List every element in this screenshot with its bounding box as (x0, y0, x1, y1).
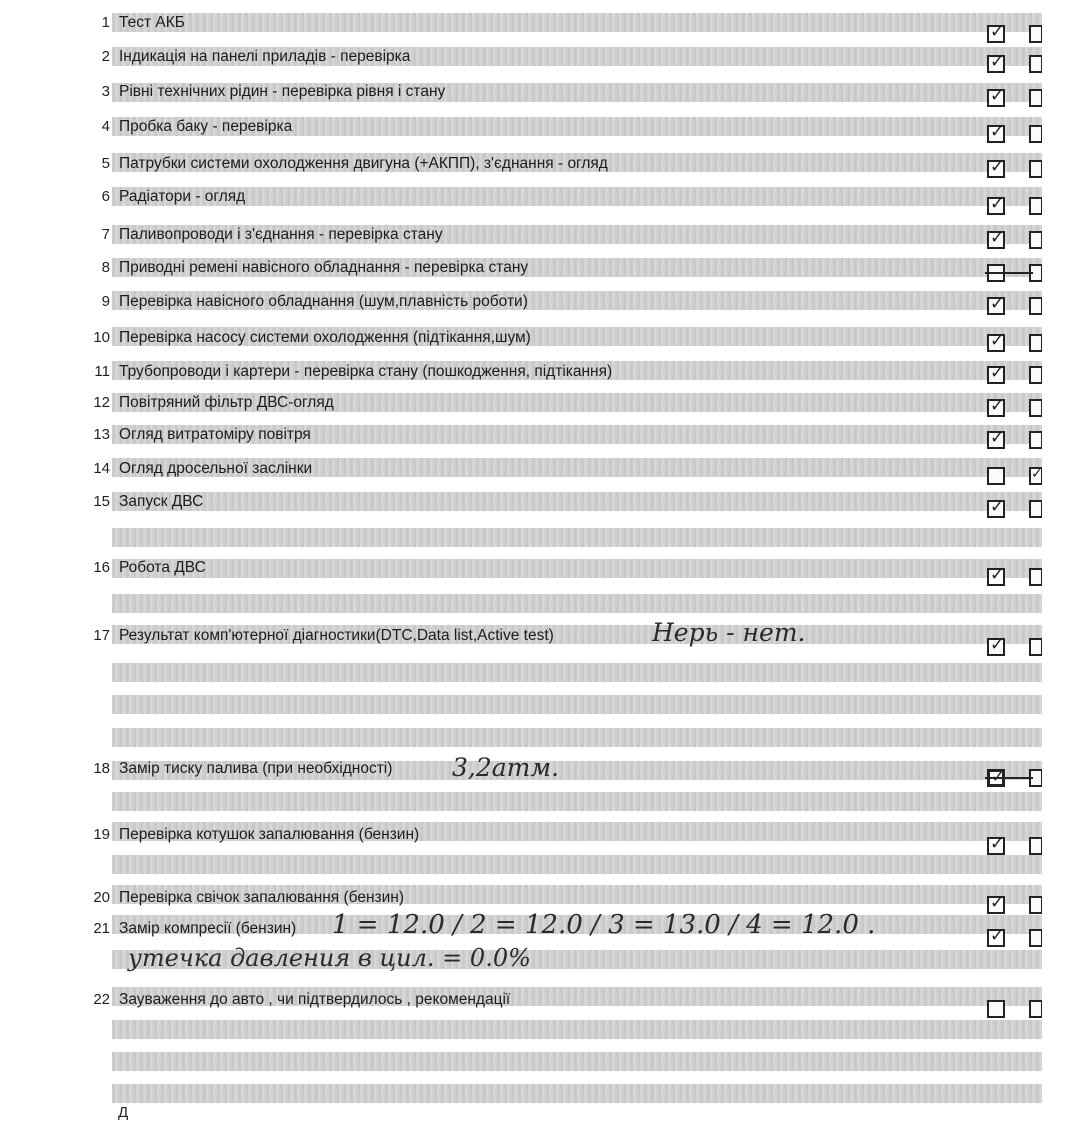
yes-checkbox[interactable] (987, 86, 1005, 107)
row-band (112, 695, 1042, 714)
checklist-row-18 (0, 753, 1080, 782)
yes-checkbox[interactable] (987, 363, 1005, 384)
check-mark-icon: ✓ (990, 194, 1005, 214)
checklist-row-15 (0, 490, 1080, 517)
row-band (112, 855, 1042, 874)
yes-checkbox[interactable] (987, 228, 1005, 249)
row-band (112, 728, 1042, 747)
item-label: Індикація на панелі приладів - перевірка (119, 48, 411, 65)
yes-checkbox[interactable] (987, 635, 1005, 656)
no-checkbox[interactable] (1029, 1000, 1042, 1018)
check-mark-icon: ✓ (990, 635, 1005, 655)
no-checkbox[interactable] (1029, 837, 1042, 855)
no-checkbox[interactable] (1029, 500, 1042, 518)
no-checkbox[interactable] (1029, 160, 1042, 178)
no-checkbox[interactable] (1029, 366, 1042, 384)
item-label: Повітряний фільтр ДВС-огляд (119, 394, 334, 411)
row-band (112, 663, 1042, 682)
row-band (112, 528, 1042, 547)
checklist-row-6 (0, 185, 1080, 214)
check-mark-icon: ✓ (990, 294, 1005, 314)
row-band (112, 792, 1042, 811)
item-label: Замір компресії (бензин) (119, 920, 297, 937)
item-number: 22 (93, 991, 110, 1008)
check-mark-icon: ✓ (990, 228, 1005, 248)
checklist-row-2 (0, 45, 1080, 72)
checklist-row-10 (0, 326, 1080, 350)
yes-checkbox[interactable] (987, 497, 1005, 518)
check-mark-icon: ✓ (990, 22, 1005, 42)
row-band (112, 1020, 1042, 1039)
yes-checkbox[interactable] (987, 1000, 1005, 1018)
checklist-row-5 (0, 152, 1080, 176)
check-mark-icon: ✓ (990, 396, 1005, 416)
check-mark-icon: ✓ (990, 52, 1005, 72)
checklist-row-13 (0, 423, 1080, 447)
yes-checkbox[interactable] (987, 157, 1005, 178)
no-checkbox[interactable] (1029, 431, 1042, 449)
checklist-row-17 (0, 618, 1080, 655)
yes-checkbox[interactable] (987, 22, 1005, 43)
yes-checkbox[interactable] (987, 396, 1005, 417)
check-mark-icon: ✓ (990, 497, 1005, 517)
no-checkbox[interactable] (1029, 467, 1042, 485)
checklist-row-7 (0, 223, 1080, 247)
item-number: 3 (101, 83, 110, 100)
item-number: 21 (93, 920, 110, 937)
no-checkbox[interactable] (1029, 89, 1042, 107)
item-label: Замір тиску палива (при необхідності) (119, 760, 393, 777)
item-number: 18 (93, 760, 110, 777)
checklist-row-1 (0, 11, 1080, 42)
item-number: 17 (93, 627, 110, 644)
item-label: Перевірка навісного обладнання (шум,плавність роботи) (119, 293, 528, 310)
checklist-row-14 (0, 457, 1080, 481)
check-mark-icon: ✓ (990, 157, 1005, 177)
strike-line (985, 777, 1033, 779)
item-label: Перевірка свічок запалювання (бензин) (119, 889, 405, 906)
item-label: Паливопроводи і з'єднання - перевірка стану (119, 226, 443, 243)
checklist-row-16 (0, 556, 1080, 585)
checklist-row-19 (0, 823, 1080, 854)
item-number: 19 (93, 826, 110, 843)
check-mark-icon: ✓ (990, 122, 1005, 142)
strike-line (985, 272, 1033, 274)
yes-checkbox[interactable] (987, 122, 1005, 143)
checklist-row-20 (0, 886, 1080, 913)
item-label: Робота ДВС (119, 559, 206, 576)
yes-checkbox[interactable] (987, 428, 1005, 449)
item-number: 6 (101, 188, 110, 205)
item-label: Трубопроводи і картери - перевірка стану (пошкодження, підтікання) (119, 363, 613, 380)
check-mark-icon: ✓ (990, 893, 1005, 913)
check-mark-icon: ✓ (990, 331, 1005, 351)
no-checkbox[interactable] (1029, 25, 1042, 43)
item-number: 15 (93, 493, 110, 510)
check-mark-icon: ✓ (1031, 466, 1043, 482)
checklist-row-11 (0, 360, 1080, 384)
item-number: 4 (101, 118, 110, 135)
item-label: Огляд дросельної заслінки (119, 460, 313, 477)
checklist-row-8 (0, 256, 1080, 280)
handwritten-compression-values: 1 = 12.0 / 2 = 12.0 / 3 = 13.0 / 4 = 12.0 . (332, 910, 876, 940)
checklist-row-12 (0, 391, 1080, 415)
checklist-row-9 (0, 290, 1080, 314)
item-label: Пробка баку - перевірка (119, 118, 293, 135)
check-mark-icon: ✓ (990, 428, 1005, 448)
no-checkbox[interactable] (1029, 896, 1042, 914)
item-number: 8 (101, 259, 110, 276)
item-label: Тест АКБ (119, 14, 185, 31)
item-label: Перевірка насосу системи охолодження (підтікання,шум) (119, 329, 531, 346)
checklist-row-3 (0, 80, 1080, 104)
yes-checkbox[interactable] (987, 194, 1005, 215)
yes-checkbox[interactable] (987, 565, 1005, 586)
no-checkbox[interactable] (1029, 231, 1042, 249)
yes-checkbox[interactable] (987, 893, 1005, 914)
row-band (112, 1084, 1042, 1103)
no-checkbox[interactable] (1029, 568, 1042, 586)
check-mark-icon: ✓ (990, 86, 1005, 106)
item-number: 9 (101, 293, 110, 310)
yes-checkbox[interactable] (987, 467, 1005, 485)
footer-text-fragment: Д (118, 1104, 129, 1121)
no-checkbox[interactable] (1029, 638, 1042, 656)
no-checkbox[interactable] (1029, 55, 1042, 73)
check-mark-icon: ✓ (990, 363, 1005, 383)
yes-checkbox[interactable] (987, 926, 1005, 947)
item-number: 7 (101, 226, 110, 243)
no-checkbox[interactable] (1029, 197, 1042, 215)
item-number: 1 (101, 14, 110, 31)
item-label: Радіатори - огляд (119, 188, 246, 205)
item-label: Патрубки системи охолодження двигуна (+АКПП), з'єднання - огляд (119, 155, 608, 172)
item-number: 12 (93, 394, 110, 411)
yes-checkbox[interactable] (987, 52, 1005, 73)
item-label: Рівні технічних рідин - перевірка рівня і стану (119, 83, 446, 100)
yes-checkbox[interactable] (987, 834, 1005, 855)
item-number: 2 (101, 48, 110, 65)
row-band (112, 1052, 1042, 1071)
item-number: 13 (93, 426, 110, 443)
item-number: 11 (94, 363, 110, 380)
item-label: Огляд витратоміру повітря (119, 426, 311, 443)
item-number: 5 (101, 155, 110, 172)
checklist-row-4 (0, 115, 1080, 142)
item-label: Результат комп'ютерної діагностики(DTC,Data list,Active test) (119, 627, 554, 644)
yes-checkbox[interactable] (987, 331, 1005, 352)
check-mark-icon: ✓ (990, 926, 1005, 946)
handwritten-leakage-note: утечка давления в цил. = 0.0% (128, 944, 531, 972)
item-label: Приводні ремені навісного обладнання - перевірка стану (119, 259, 529, 276)
item-label: Запуск ДВС (119, 493, 204, 510)
check-mark-icon: ✓ (990, 565, 1005, 585)
item-label: Зауваження до авто , чи підтвердилось , рекомендації (119, 991, 511, 1008)
item-label: Перевірка котушок запалювання (бензин) (119, 826, 420, 843)
item-number: 10 (93, 329, 110, 346)
yes-checkbox[interactable] (987, 294, 1005, 315)
item-number: 20 (93, 889, 110, 906)
item-number: 14 (93, 460, 110, 477)
checklist-row-22 (0, 988, 1080, 1012)
check-mark-icon: ✓ (990, 834, 1005, 854)
checklist-row-21 (0, 910, 1080, 946)
handwritten-note-17: Нерь - нет. (652, 618, 806, 647)
no-checkbox[interactable] (1029, 399, 1042, 417)
handwritten-note-18: 3,2атм. (452, 753, 560, 782)
no-checkbox[interactable] (1029, 929, 1042, 947)
item-number: 16 (93, 559, 110, 576)
no-checkbox[interactable] (1029, 334, 1042, 352)
no-checkbox[interactable] (1029, 297, 1042, 315)
no-checkbox[interactable] (1029, 125, 1042, 143)
row-band (112, 594, 1042, 613)
page-edge (1060, 0, 1080, 1117)
